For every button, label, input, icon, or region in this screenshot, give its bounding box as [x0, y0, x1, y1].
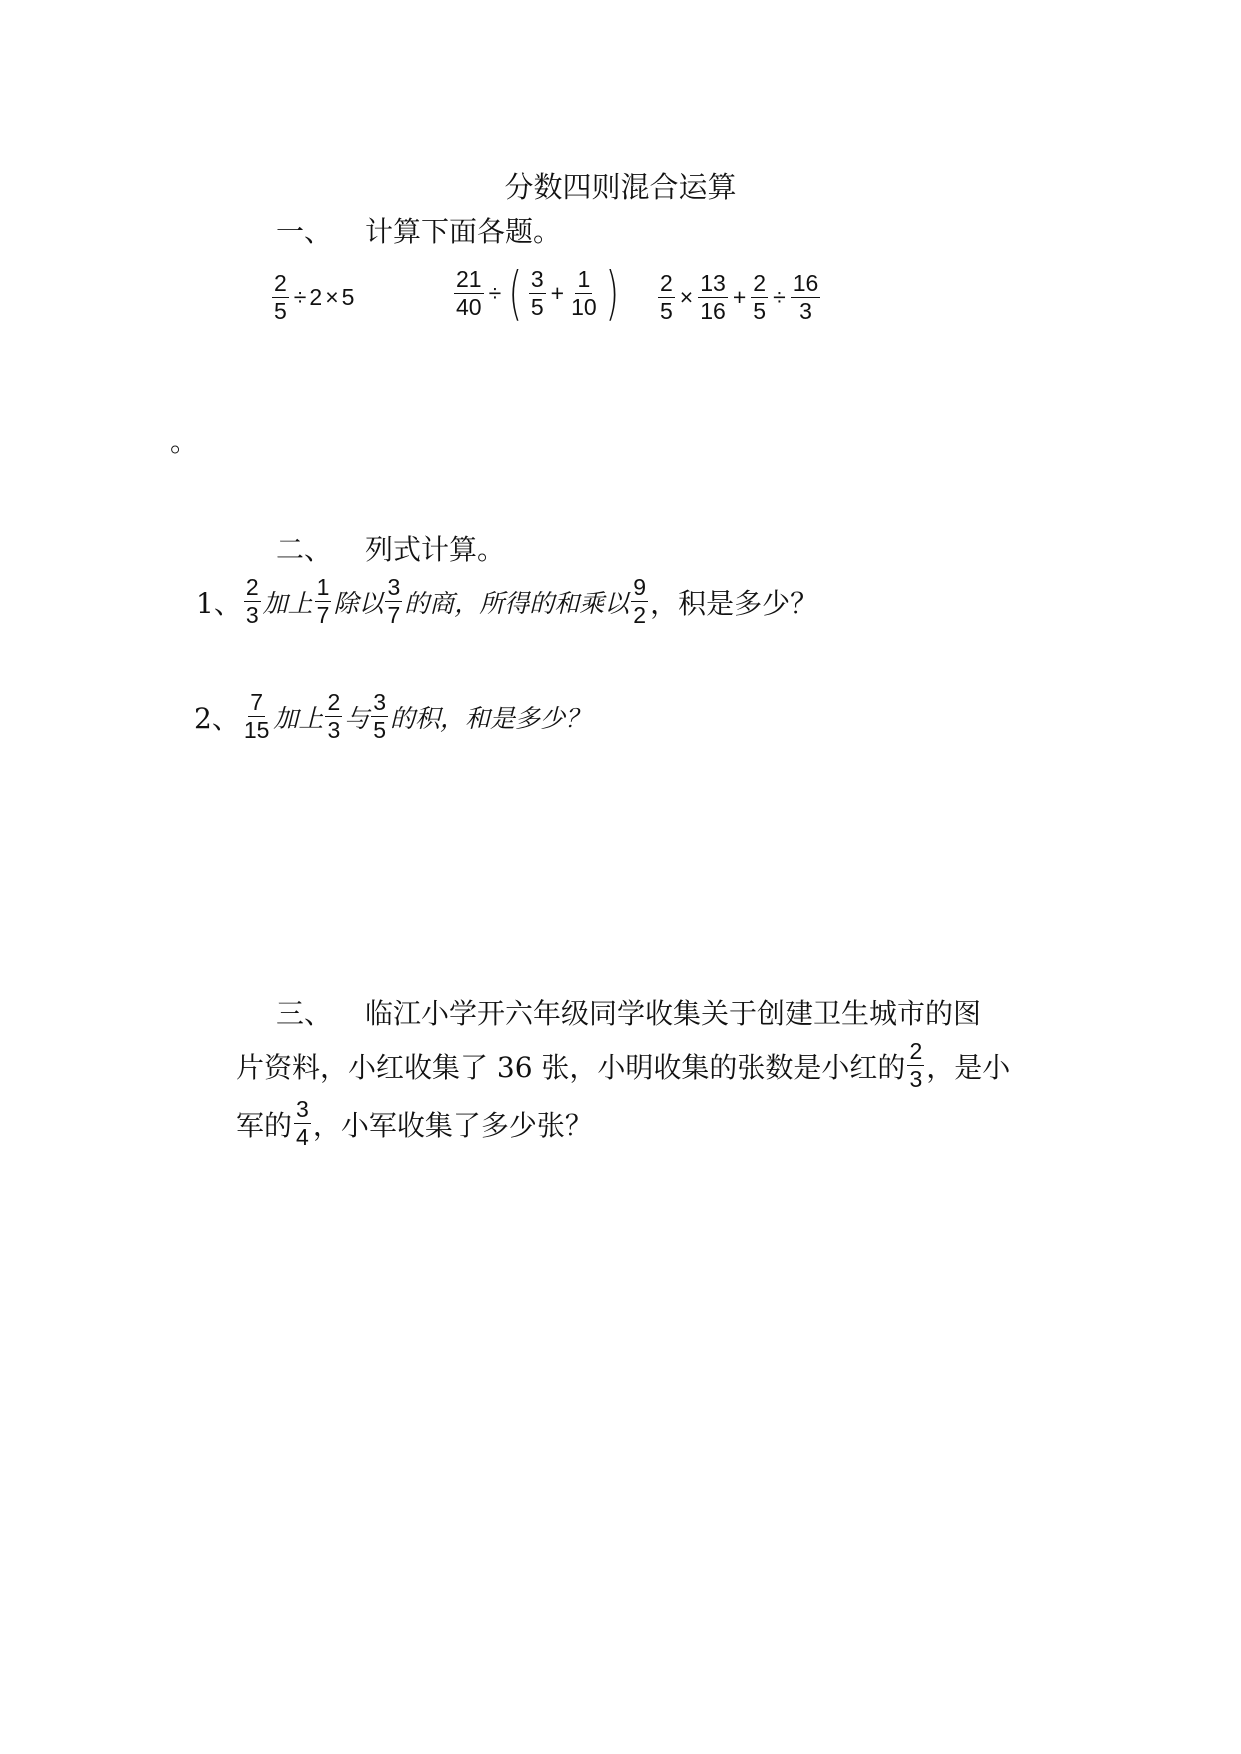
operator: ÷ [773, 284, 786, 310]
stray-period: 。 [170, 425, 199, 458]
section2-heading: 列式计算。 [365, 533, 506, 566]
fraction: $\frac{1}{10}$ [571, 265, 597, 320]
section3-line-1: 临江小学开六年级同学收集关于创建卫生城市的图 [365, 997, 982, 1030]
operator: ÷ [293, 284, 307, 310]
question-text: 加上 [273, 703, 324, 733]
problem-text: 片资料，小红收集了 36 张，小明收集的张数是小红的 [236, 1050, 906, 1084]
left-paren: ( [508, 259, 523, 327]
number: 2 [309, 284, 323, 310]
question-text: 除以 [333, 588, 384, 618]
section1-heading: 计算下面各题。 [365, 215, 562, 248]
question-text: 与 [344, 703, 370, 733]
fraction: $\frac{9}{2}$ [633, 574, 647, 628]
fraction: $\frac{21}{40}$ [456, 265, 482, 320]
question-text: 的商，所得的和乘以 [404, 588, 630, 618]
section3-line-3 [236, 1098, 593, 1149]
page-title: 分数四则混合运算 [504, 170, 737, 204]
section3-number: 三、 [276, 997, 333, 1030]
expression-3 [656, 272, 822, 323]
operator: + [550, 279, 565, 306]
right-paren: ) [605, 259, 619, 327]
fraction: $\frac{2}{3}$ [327, 689, 341, 743]
section3-line-2 [236, 1040, 1010, 1091]
fraction: $\frac{2}{3}$ [245, 574, 259, 628]
section1-number: 一、 [276, 215, 333, 248]
fraction: $\frac{2}{5}$ [274, 270, 287, 324]
fraction: $\frac{3}{4}$ [296, 1096, 309, 1150]
problem-text: ，是小 [926, 1050, 1011, 1084]
operator: ÷ [488, 279, 502, 306]
expression-1 [270, 272, 354, 323]
fraction: $\frac{2}{5}$ [660, 270, 673, 324]
fraction: $\frac{7}{15}$ [243, 689, 270, 743]
operator: + [732, 284, 747, 310]
operator: × [325, 284, 339, 310]
question-2 [194, 691, 590, 742]
fraction: $\frac{3}{5}$ [373, 689, 387, 743]
fraction: $\frac{1}{7}$ [316, 574, 330, 628]
question-text: ，积是多少？ [650, 586, 819, 620]
question-1 [196, 576, 818, 627]
question-text: 加上 [262, 588, 313, 618]
fraction: $\frac{3}{5}$ [530, 265, 544, 320]
operator: × [679, 284, 694, 310]
question-text: 的积，和是多少？ [390, 703, 591, 733]
fraction: $\frac{16}{3}$ [792, 270, 819, 324]
problem-text: 军的 [236, 1108, 293, 1142]
section2-number: 二、 [276, 533, 333, 566]
question-index: 1、 [196, 586, 242, 620]
problem-text: ，小军收集了多少张？ [312, 1108, 593, 1142]
expression-2 [452, 259, 623, 327]
fraction: $\frac{2}{3}$ [909, 1038, 923, 1092]
fraction: $\frac{3}{7}$ [387, 574, 401, 628]
question-index: 2、 [194, 701, 240, 735]
fraction: $\frac{13}{16}$ [700, 270, 726, 324]
fraction: $\frac{2}{5}$ [753, 270, 767, 324]
number: 5 [341, 284, 355, 310]
